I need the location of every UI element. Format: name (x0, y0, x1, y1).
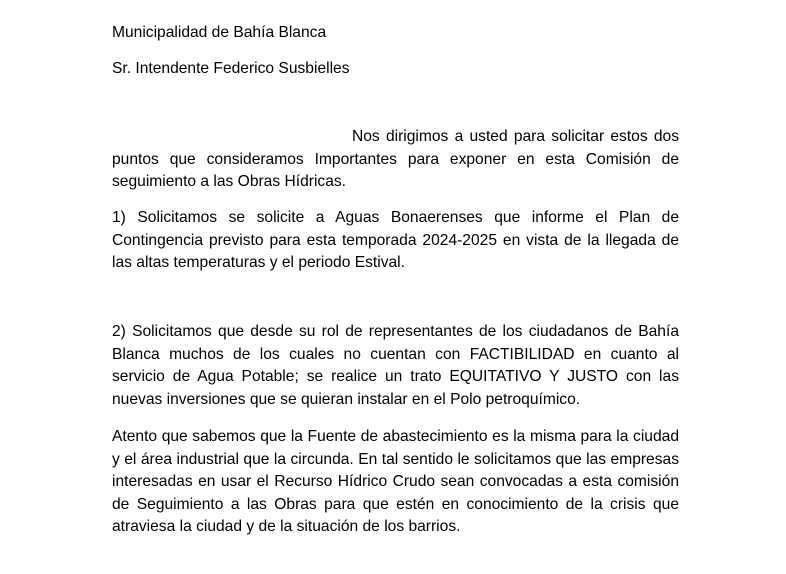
request-two-paragraph: 2) Solicitamos que desde su rol de representantes de los ciudadanos de Bahía Blanca muchos de los cuales no cuentan con FACTIBILIDAD en cuanto al servicio de Agua Potable; se realice un trato EQUITATIVO Y JUSTO con las nuevas inversiones que se quieran instalar en el Polo petroquímico. (112, 323, 679, 408)
recipient-organization: Municipalidad de Bahía Blanca (112, 24, 327, 41)
recipient-name: Sr. Intendente Federico Susbielles (112, 60, 350, 77)
request-one-paragraph: 1) Solicitamos se solicite a Aguas Bonaerenses que informe el Plan de Contingencia previsto para esta temporada 2024-2025 en vista de la llegada de las altas temperaturas y el periodo Estival. (112, 209, 679, 271)
closing-paragraph: Atento que sabemos que la Fuente de abastecimiento es la misma para la ciudad y el área industrial que la circunda. En tal sentido le solicitamos que las empresas interesadas en usar el Recurso Hídrico Crudo sean convocadas a esta comisión de Seguimiento a las Obras para que estén en conocimiento de la crisis que atraviesa la ciudad y de la situación de los barrios. (112, 428, 679, 535)
intro-paragraph: Nos dirigimos a usted para solicitar estos dos puntos que consideramos Importantes para exponer en esta Comisión de seguimiento a las Obras Hídricas. (112, 128, 679, 190)
